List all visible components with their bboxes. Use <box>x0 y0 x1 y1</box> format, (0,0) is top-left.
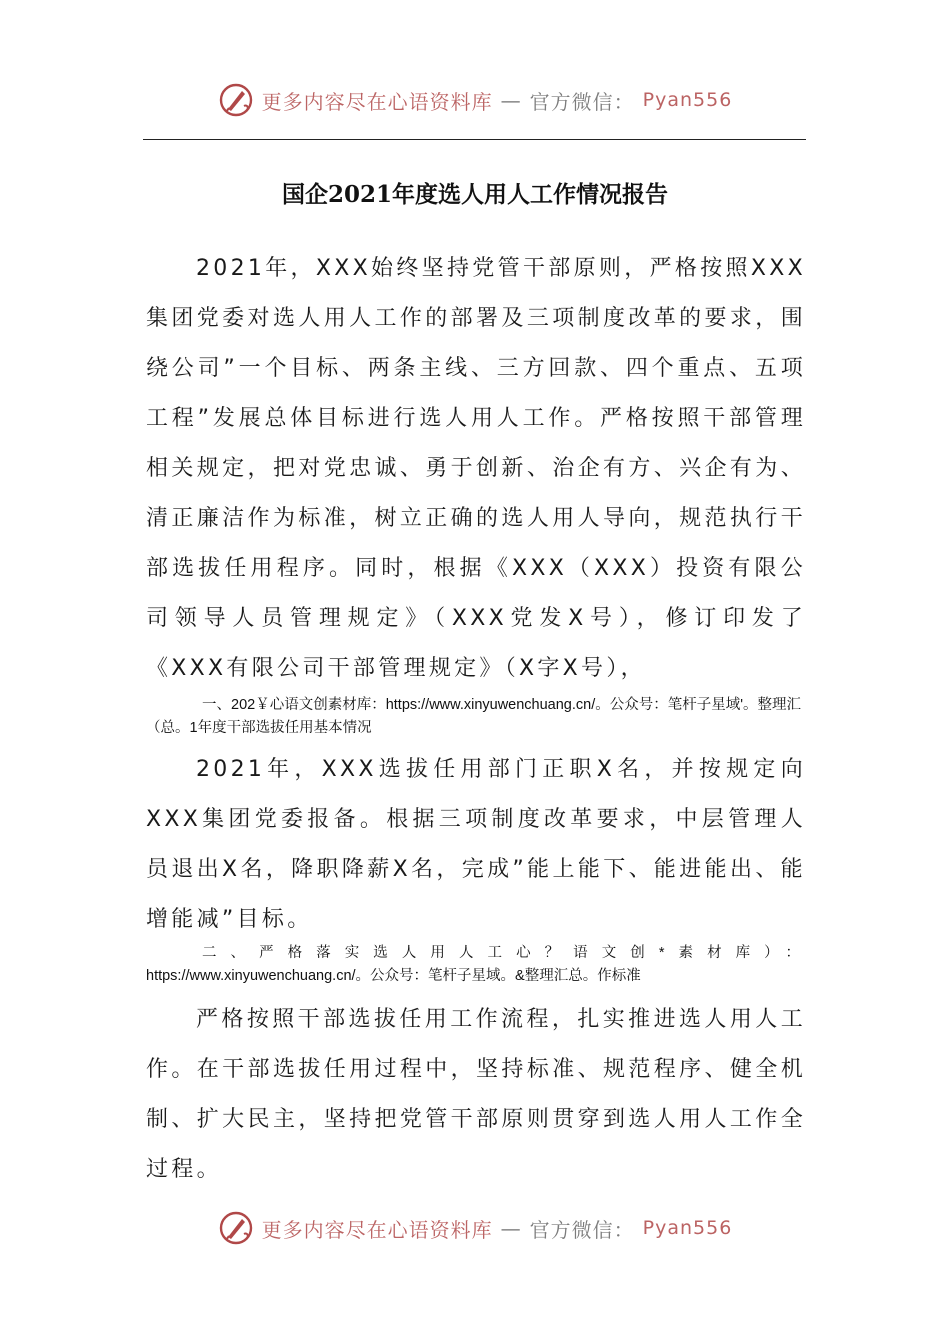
footer-banner-separator: — <box>500 1216 522 1240</box>
header-divider <box>143 139 806 140</box>
document-body-section-2 <box>146 745 806 945</box>
banner-separator: — <box>500 88 522 112</box>
quill-logo-icon <box>218 82 254 118</box>
paragraph-1: 2021年，XXX始终坚持党管干部原则，严格按照XXX集团党委对选人用人工作的部署及三项制度改革的要求，围绕公司”一个目标、两条主线、三方回款、四个重点、五项工程”发展总体目标进行选人用人工作。严格按照干部管理相关规定，把对党忠诚、勇于创新、治企有方、兴企有为、清正廉洁作为标准，树立正确的选人用人导向，规范执行干部选拔任用程序。同时，根据《XXX（XXX）投资有限公司领导人员管理规定》（XXX党发X号），修订印发了《XXX有限公司干部管理规定》（X字X号）， <box>146 256 806 681</box>
header-banner <box>0 82 950 118</box>
banner-title: 更多内容尽在心语资料库 <box>261 89 493 114</box>
footer-banner-title: 更多内容尽在心语资料库 <box>261 1217 493 1242</box>
document-body-section-1 <box>146 244 806 694</box>
banner-wechat-id: Pyan556 <box>642 89 733 111</box>
section-heading-1: 一、202￥心语文创素材库：https://www.xinyuwenchuang.cn/。公众号：笔杆子星域'。整理汇（总。1年度干部选拔任用基本情况 <box>146 697 802 736</box>
document-body-section-3 <box>146 995 806 1195</box>
quill-logo-icon <box>218 1210 254 1246</box>
section-heading-2-part-b: https://www.xinyuwenchuang.cn/。公众号：笔杆子星域。&整理汇总。作标准 <box>146 968 641 984</box>
paragraph-3: 严格按照干部选拔任用工作流程，扎实推进选人用人工作。在干部选拔任用过程中，坚持标准、规范程序、健全机制、扩大民主，坚持把党管干部原则贯穿到选人用人工作全过程。 <box>146 1007 806 1182</box>
paragraph-2: 2021年，XXX选拔任用部门正职X名，并按规定向XXX集团党委报备。根据三项制度改革要求，中层管理人员退出X名，降职降薪X名，完成”能上能下、能进能出、能增能减”目标。 <box>146 757 806 932</box>
section-heading-2-part-a: 二、严格落实选人用人工心？语文创*素材库）： <box>202 945 806 961</box>
footer-banner <box>0 1210 950 1246</box>
footer-banner-wechat-id: Pyan556 <box>642 1217 733 1239</box>
section-heading-2 <box>146 942 806 988</box>
footer-banner-subtitle: 官方微信： <box>529 1217 635 1242</box>
section-heading-2-block <box>146 942 806 988</box>
document-title: 国企2021年度选人用人工作情况报告 <box>281 181 668 208</box>
section-heading-1-block <box>146 694 806 740</box>
banner-subtitle: 官方微信： <box>529 89 635 114</box>
